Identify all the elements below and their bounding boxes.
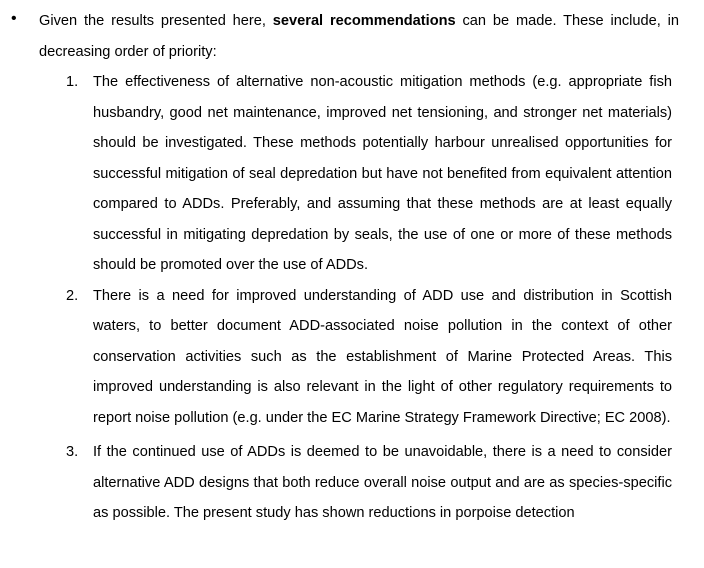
recommendation-item (0, 281, 704, 434)
bullet-icon: • (11, 10, 17, 27)
summary-text-lead: Given the results presented here, (39, 13, 273, 29)
summary-paragraph (39, 6, 679, 67)
recommendation-number: 2. (66, 287, 79, 304)
recommendations-list (0, 67, 704, 529)
recommendation-text: The effectiveness of alternative non-acoustic mitigation methods (e.g. appropriate fish husbandry, good net maintenance, improved net tensioning, and stronger net materials) should be investigated. These methods potentially harbour unrealised opportunities for successful mitigation of seal depredation but have not benefited from equivalent attention compared to ADDs. Preferably, and assuming that these methods are at least equally successful in mitigating depredation by seals, the use of one or more of these methods should be promoted over the use of ADDs. (93, 74, 672, 273)
recommendation-item (0, 437, 704, 529)
recommendation-item (0, 67, 704, 281)
recommendation-number: 3. (66, 444, 79, 460)
recommendation-number: 1. (66, 74, 79, 90)
summary-text-tail: can be made. These include, in decreasing order of priority: (39, 13, 680, 60)
summary-text-bold: several recommendations (272, 13, 456, 29)
recommendation-text: If the continued use of ADDs is deemed to be unavoidable, there is a need to consider alternative ADD designs that both reduce overall noise output and are as species-specific as possible. The present study has shown reductions in porpoise detection (93, 444, 672, 521)
recommendation-text: There is a need for improved understanding of ADD use and distribution in Scottish waters, to better document ADD-associated noise pollution in the context of other conservation activities such as the establishment of Marine Protected Areas. This improved understanding is also relevant in the light of other regulatory requirements to report noise pollution (e.g. under the EC Marine Strategy Framework Directive; EC 2008). (93, 287, 672, 426)
